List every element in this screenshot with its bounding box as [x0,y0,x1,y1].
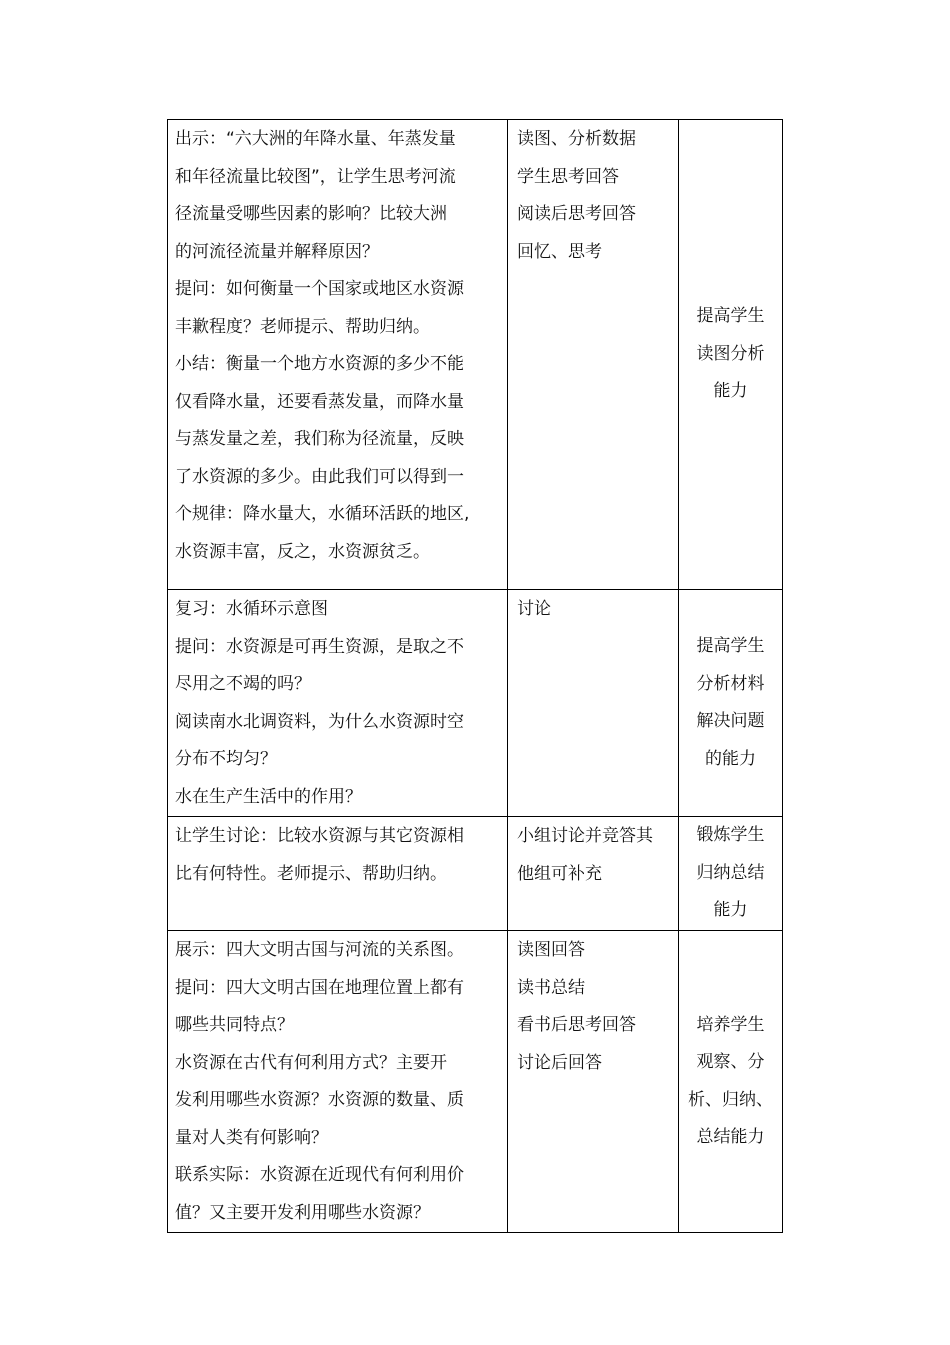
text-line: 分布不均匀？ [175,749,277,769]
text-line: 和年径流量比较图”，让学生思考河流 [175,166,456,187]
text-line: 学生思考回答 [517,166,619,187]
text-line: 解决问题 [696,711,765,731]
table-row [168,120,783,590]
text-line: 观察、分 [696,1052,765,1072]
design-intent-cell [679,817,783,931]
text-line: 小结：衡量一个地方水资源的多少不能 [175,354,464,374]
text-line: 尽用之不竭的吗？ [175,674,311,694]
text-line: 比有何特性。老师提示、帮助归纳。 [175,863,447,884]
text-line: 提高学生 [696,306,765,327]
teacher-activity-cell [168,120,508,590]
text-line: 读图、分析数据 [517,129,636,149]
text-line: 他组可补充 [517,863,602,884]
text-line: 分析材料 [696,673,765,694]
text-line: 发利用哪些水资源？水资源的数量、质 [175,1090,464,1110]
student-activity-cell [508,817,679,931]
teacher-activity-cell [168,590,508,817]
text-line: 锻炼学生 [696,825,765,846]
text-line: 量对人类有何影响？ [175,1127,328,1148]
text-line: 展示：四大文明古国与河流的关系图。 [175,940,464,960]
design-intent-cell [679,120,783,590]
text-line: 能力 [713,900,748,921]
text-line: 培养学生 [696,1014,765,1035]
text-line: 总结能力 [696,1127,765,1147]
text-line: 阅读后思考回答 [517,204,636,224]
text-line: 提问：水资源是可再生资源，是取之不 [175,636,464,657]
text-line: 讨论 [517,599,551,619]
text-line: 提高学生 [696,636,765,656]
text-line: 出示：“六大洲的年降水量、年蒸发量 [175,129,456,149]
text-line: 提问：四大文明古国在地理位置上都有 [175,977,464,998]
text-line: 阅读南水北调资料，为什么水资源时空 [175,711,464,732]
design-intent-cell [679,590,783,817]
text-line: 与蒸发量之差，我们称为径流量，反映 [175,429,464,449]
text-line: 哪些共同特点？ [175,1015,294,1035]
text-line: 读图分析 [696,343,765,364]
teacher-activity-cell [168,817,508,931]
text-line: 丰歉程度？老师提示、帮助归纳。 [175,316,430,337]
text-line: 小组讨论并竞答其 [517,826,653,846]
table-row [168,931,783,1233]
lesson-plan-table [167,119,783,1233]
text-line: 的河流径流量并解释原因？ [175,241,379,262]
text-line: 归纳总结 [696,862,765,883]
text-line: 能力 [713,381,748,402]
text-line: 复习：水循环示意图 [175,599,328,619]
text-line: 析、归纳、 [688,1089,773,1110]
text-line: 水资源在古代有何利用方式？主要开 [175,1052,447,1073]
text-line: 讨论后回答 [517,1052,602,1073]
student-activity-cell [508,590,679,817]
text-line: 读书总结 [517,977,585,998]
text-line: 的能力 [705,748,756,769]
text-line: 读图回答 [517,940,585,960]
text-line: 回忆、思考 [517,241,602,262]
text-line: 值？又主要开发利用哪些水资源？ [175,1202,430,1223]
text-line: 了水资源的多少。由此我们可以得到一 [175,466,464,487]
text-line: 看书后思考回答 [517,1015,636,1035]
text-line: 径流量受哪些因素的影响？比较大洲 [175,204,447,224]
text-line: 仅看降水量，还要看蒸发量，而降水量 [175,391,464,412]
text-line: 提问：如何衡量一个国家或地区水资源 [175,279,464,299]
table-row [168,817,783,931]
text-line: 联系实际：水资源在近现代有何利用价 [175,1165,464,1185]
text-line: 水在生产生活中的作用？ [175,786,362,807]
text-line: 个规律：降水量大，水循环活跃的地区, [175,504,470,524]
teacher-activity-cell [168,931,508,1233]
text-line: 让学生讨论：比较水资源与其它资源相 [175,826,464,846]
design-intent-cell [679,931,783,1233]
table-row [168,590,783,817]
text-line: 水资源丰富，反之，水资源贫乏。 [175,541,430,562]
student-activity-cell [508,120,679,590]
student-activity-cell [508,931,679,1233]
